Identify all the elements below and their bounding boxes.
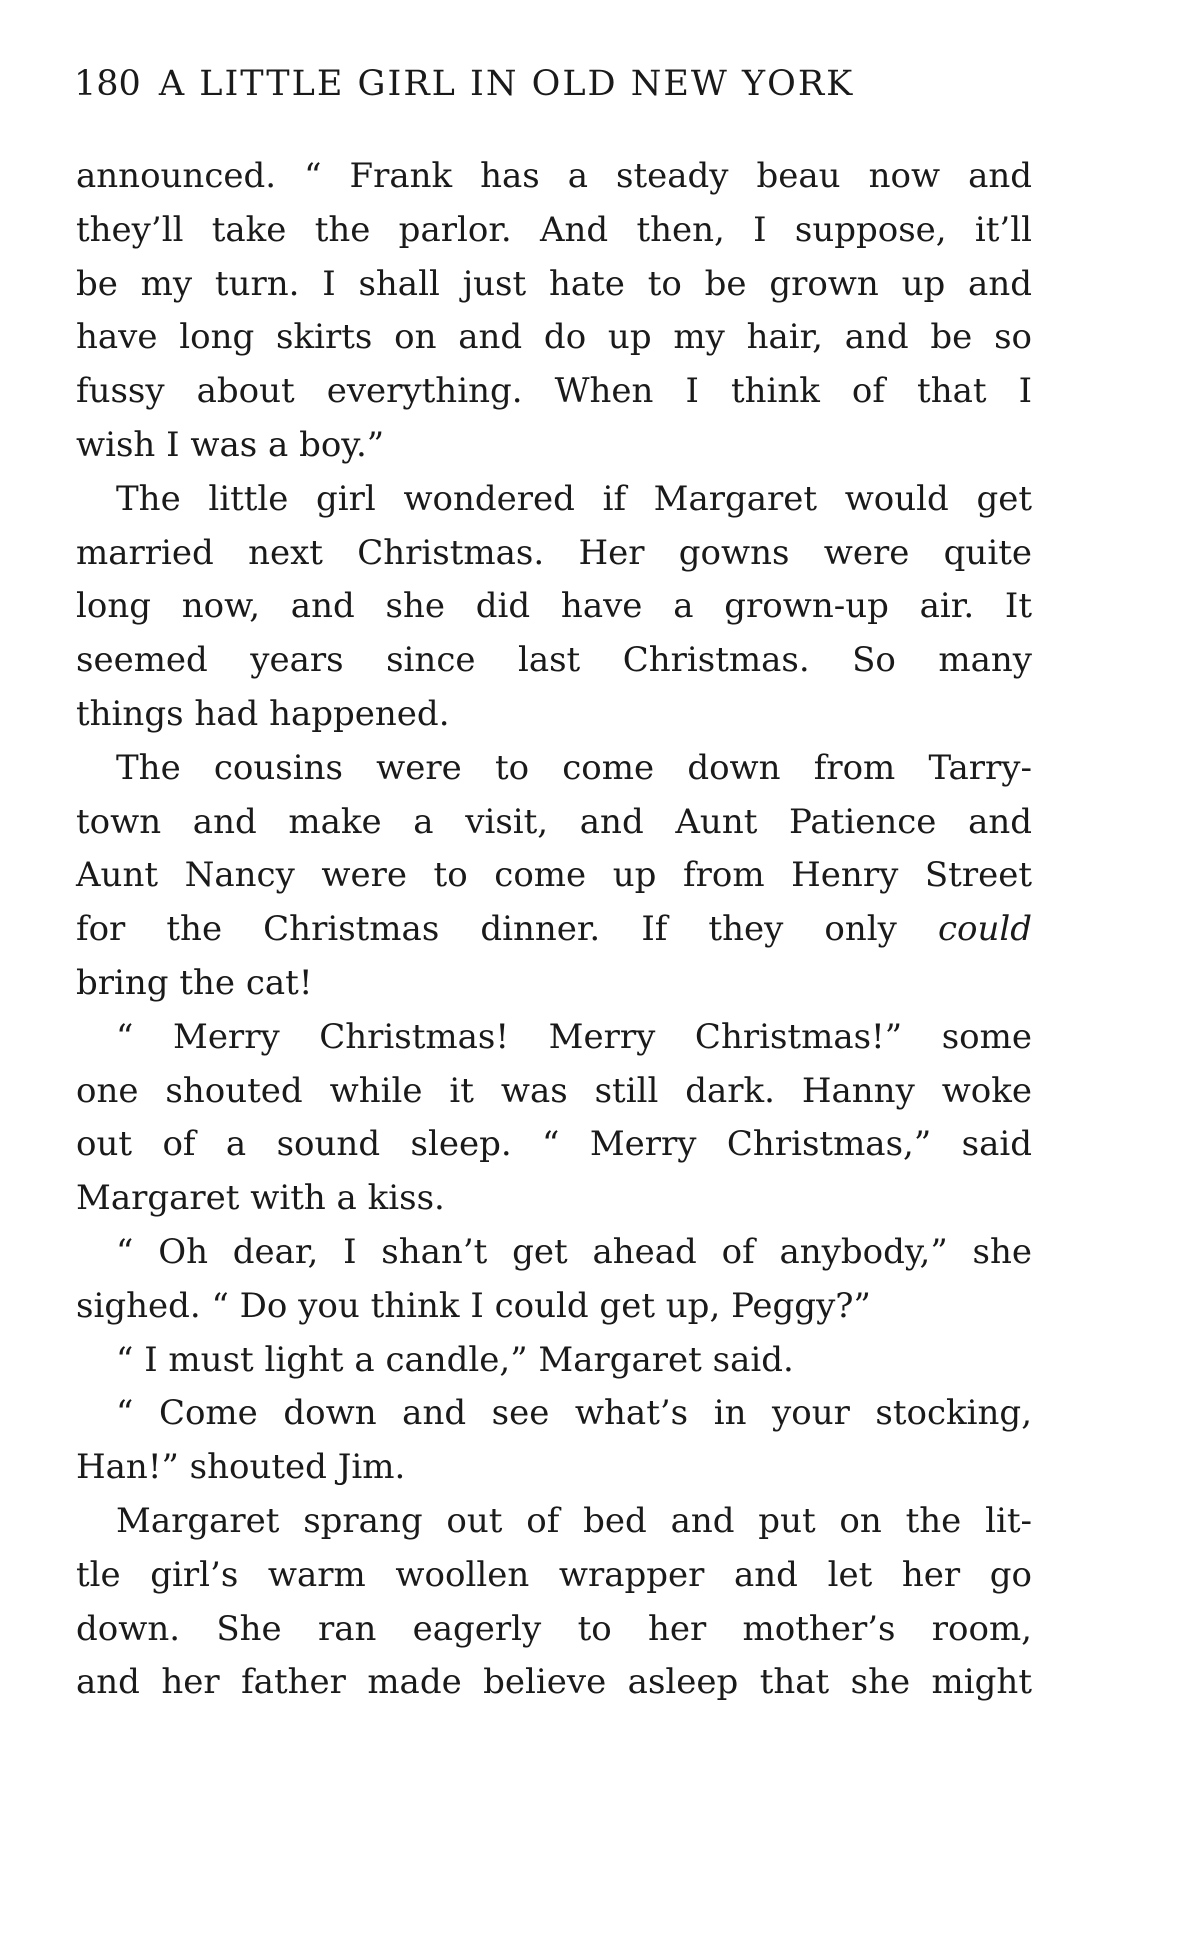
text-line <box>76 258 1032 312</box>
text-line-content: “ Oh dear, I shan’t get ahead of anybody,” she <box>116 1231 1032 1272</box>
text-line-content: down. She ran eagerly to her mother’s room, <box>76 1608 1032 1649</box>
text-line <box>76 1011 1032 1065</box>
running-header <box>74 54 1034 114</box>
text-line <box>76 1118 1032 1172</box>
text-line <box>76 580 1032 634</box>
text-line <box>76 957 1032 1011</box>
text-line-content: Aunt Nancy were to come up from Henry Street <box>76 855 1032 896</box>
text-line <box>76 419 1032 473</box>
text-line-content: things had happened. <box>76 693 450 734</box>
text-line <box>76 473 1032 527</box>
text-line-content: wish I was a boy.” <box>76 424 385 465</box>
text-line-content: “ I must light a candle,” Margaret said. <box>116 1339 794 1380</box>
text-line <box>76 1656 1032 1710</box>
text-line-content: announced. “ Frank has a steady beau now and <box>76 156 1032 196</box>
body-text <box>76 150 1032 1710</box>
italic-word: could <box>937 909 1032 950</box>
text-line-content: they’ll take the parlor. And then, I suppose, it’ll <box>76 209 1032 250</box>
text-line <box>76 796 1032 850</box>
text-line-content: sighed. “ Do you think I could get up, Peggy?” <box>76 1285 871 1326</box>
text-line <box>76 1441 1032 1495</box>
text-line-content: and her father made believe asleep that she might <box>76 1662 1032 1703</box>
text-line-content: fussy about everything. When I think of that I <box>76 371 1032 412</box>
text-line-content: have long skirts on and do up my hair, and be so <box>76 317 1032 358</box>
text-line-content: seemed years since last Christmas. So many <box>76 640 1032 681</box>
text-line-content: long now, and she did have a grown-up air. It <box>76 586 1032 627</box>
text-line-content: married next Christmas. Her gowns were quite <box>76 532 1032 573</box>
text-line-content: Han!” shouted Jim. <box>76 1447 406 1488</box>
text-line <box>76 903 1032 957</box>
text-line <box>76 742 1032 796</box>
text-line <box>76 527 1032 581</box>
text-line <box>76 688 1032 742</box>
text-line-content: Margaret with a kiss. <box>76 1178 445 1219</box>
running-title: A LITTLE GIRL IN OLD NEW YORK <box>158 64 855 104</box>
text-line-content: out of a sound sleep. “ Merry Christmas,” said <box>76 1124 1032 1165</box>
text-line-content: town and make a visit, and Aunt Patience and <box>76 801 1032 842</box>
text-line <box>76 1495 1032 1549</box>
text-line <box>76 311 1032 365</box>
text-line-content: bring the cat! <box>76 962 313 1003</box>
page-number: 180 <box>74 64 141 104</box>
text-line-content: tle girl’s warm woollen wrapper and let her go <box>76 1554 1032 1595</box>
text-line <box>76 150 1032 204</box>
text-line-content: “ Merry Christmas! Merry Christmas!” some <box>116 1016 1032 1057</box>
text-line <box>76 1387 1032 1441</box>
text-line-content: for the Christmas dinner. If they only <box>76 909 938 950</box>
text-line <box>76 1280 1032 1334</box>
text-line <box>76 1603 1032 1657</box>
text-line <box>76 1172 1032 1226</box>
text-line <box>76 1226 1032 1280</box>
text-line-content: be my turn. I shall just hate to be grown up and <box>76 263 1032 304</box>
text-line-content: The little girl wondered if Margaret would get <box>116 478 1032 519</box>
text-line-content: one shouted while it was still dark. Hanny woke <box>76 1070 1032 1111</box>
text-line-content: “ Come down and see what’s in your stocking, <box>116 1393 1032 1434</box>
text-line <box>76 365 1032 419</box>
text-line <box>76 634 1032 688</box>
text-line-content: Margaret sprang out of bed and put on the lit- <box>116 1500 1032 1541</box>
text-line-content: The cousins were to come down from Tarry- <box>116 747 1032 788</box>
text-line <box>76 204 1032 258</box>
text-line <box>76 849 1032 903</box>
text-line <box>76 1334 1032 1388</box>
text-line <box>76 1065 1032 1119</box>
text-line <box>76 1549 1032 1603</box>
